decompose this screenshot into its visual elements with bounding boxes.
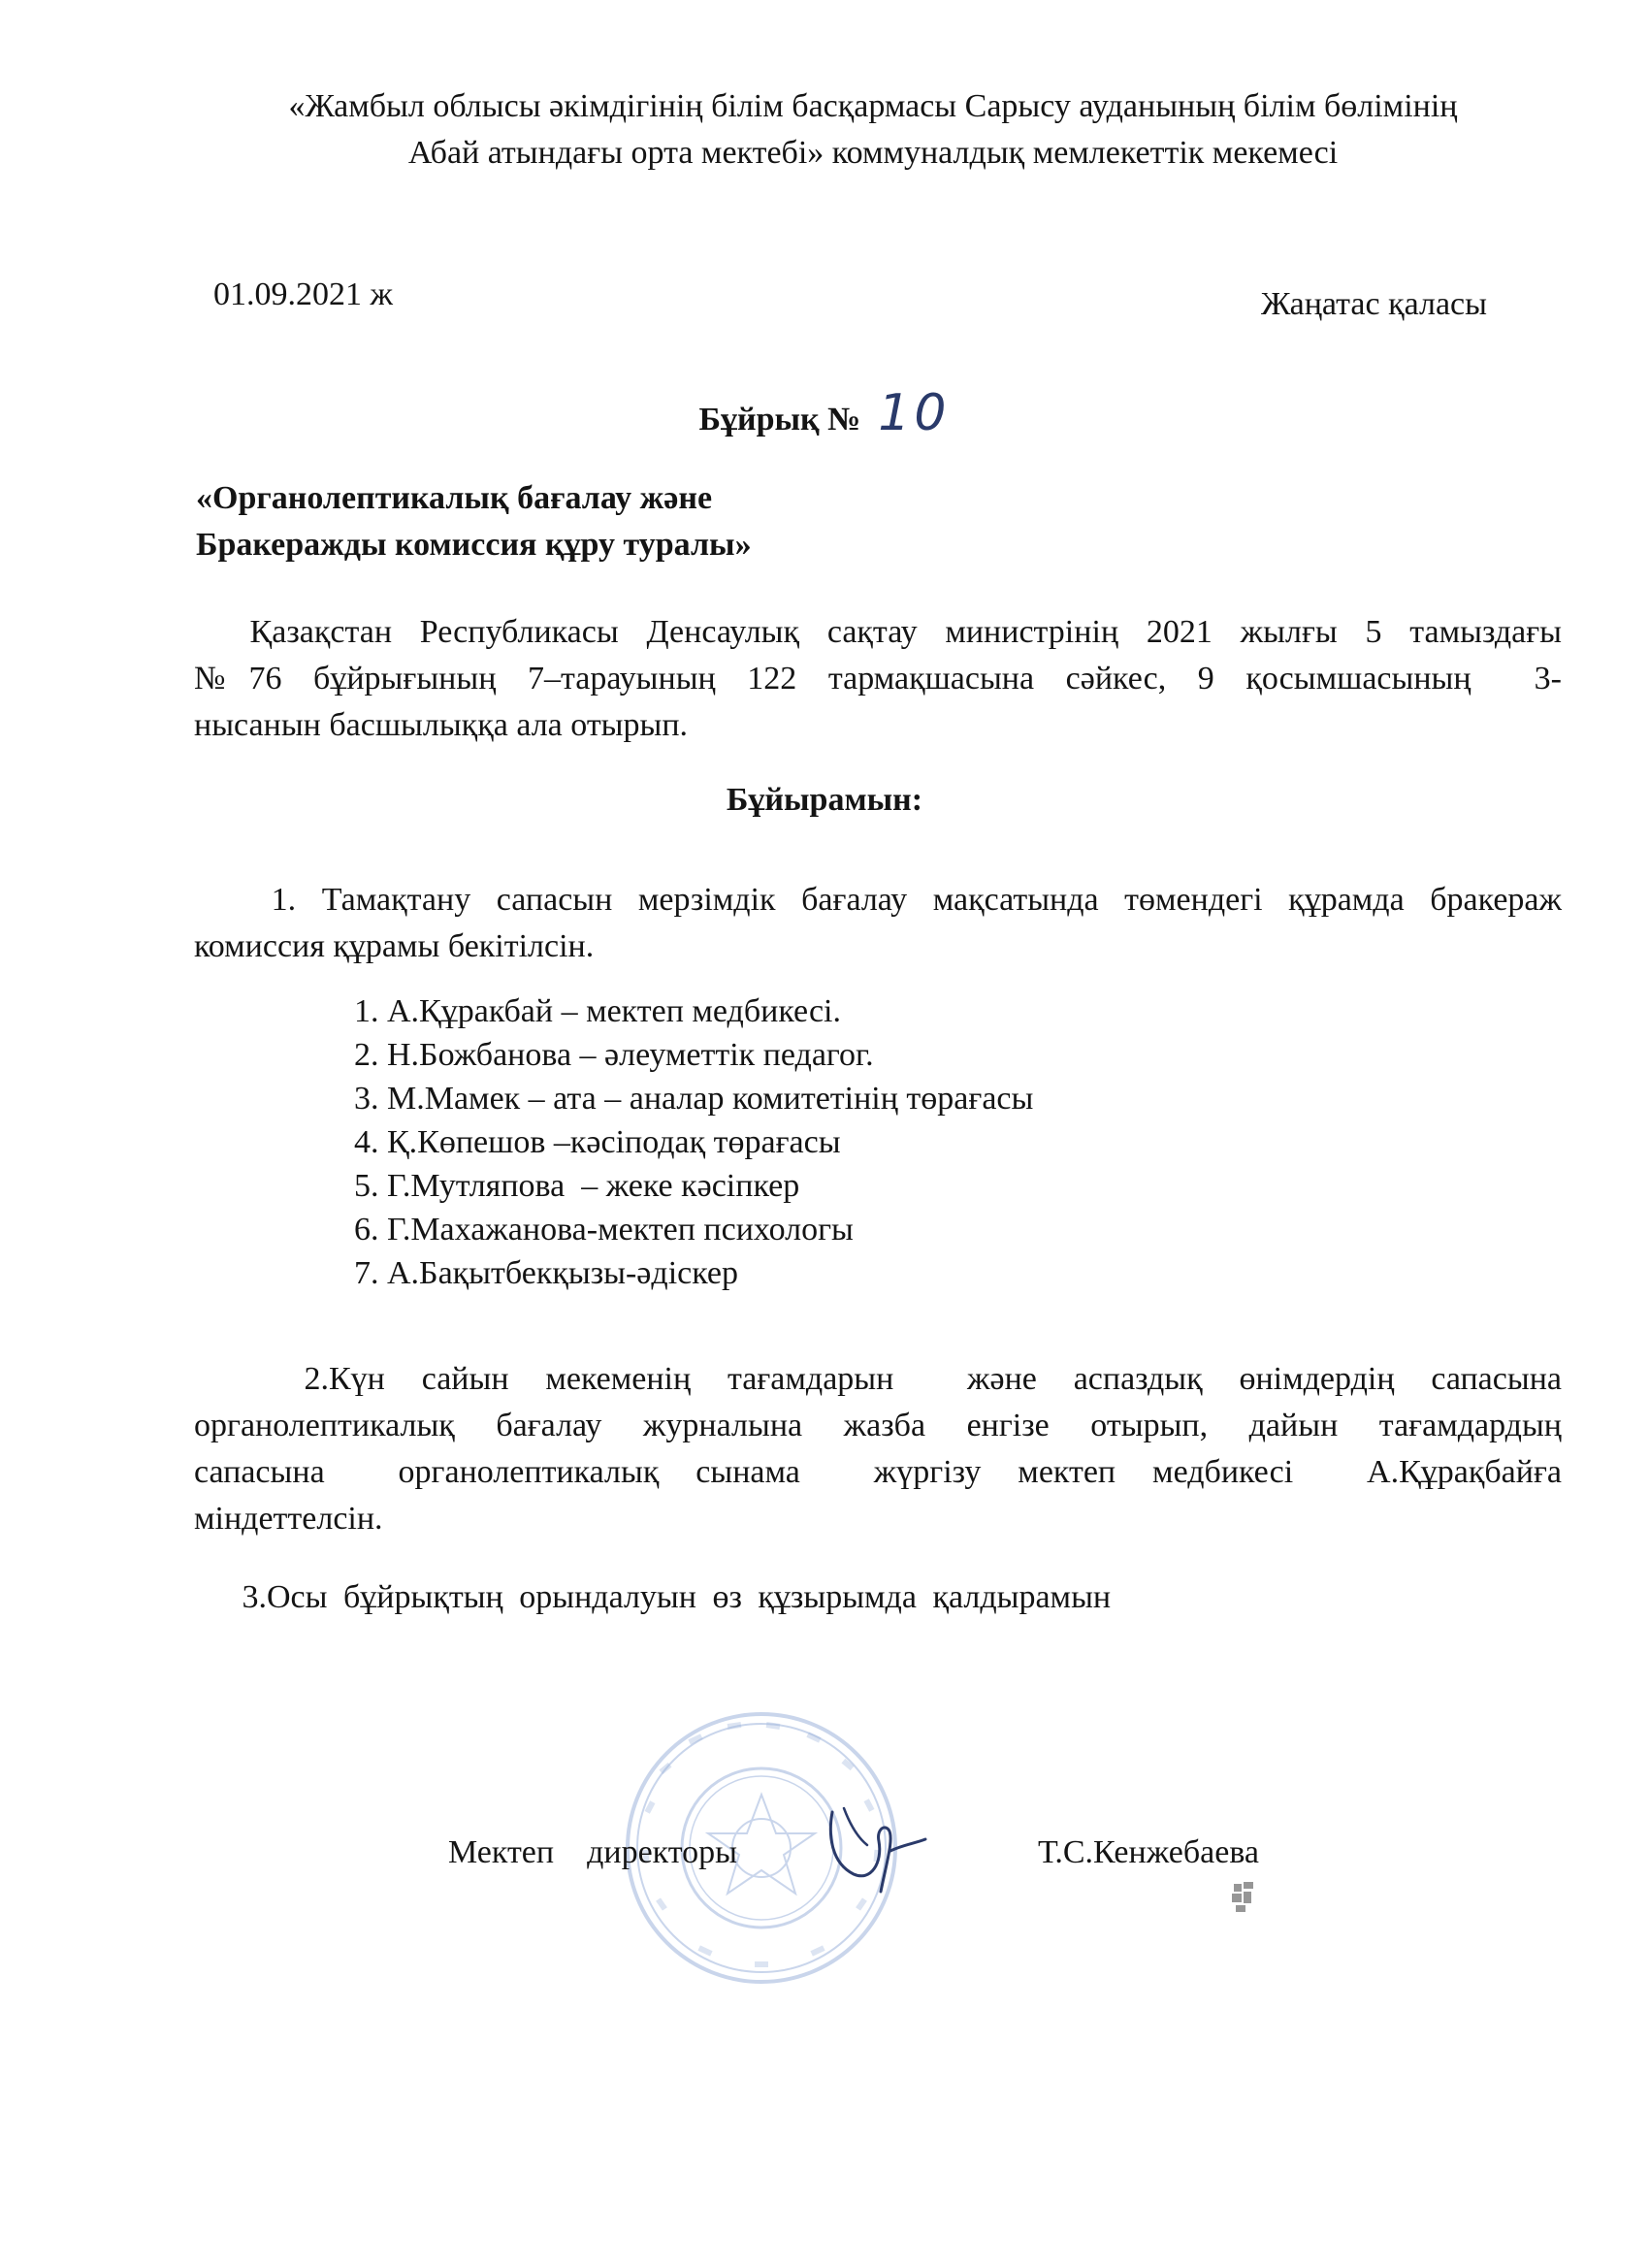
item-2-line: 2.Күн сайын мекеменің тағамдарын және аспаздық өнімдердің сапасына [194,1361,1562,1397]
item-2-line: міндеттелсін. [194,1501,383,1537]
subject-line-1: «Органолептикалық бағалау және [196,480,713,516]
preamble-paragraph [194,609,1562,749]
order-number-handwritten: 10 [878,384,951,442]
item-1-line: 1. Тамақтану сапасын мерзімдік бағалау мақсатында төмендегі құрамда бракераж [194,882,1562,918]
signatory-role: Мектеп директоры [448,1834,737,1870]
signatory-name: Т.С.Кенжебаева [1038,1834,1260,1870]
preamble-line: Қазақстан Республикасы Денсаулық сақтау министрінің 2021 жылғы 5 тамыздағы [194,614,1562,650]
item-2-line: сапасына органолептикалық сынама жүргізу мектеп медбикесі А.Құрақбайға [194,1454,1562,1490]
item-3-paragraph: 3.Осы бұйрықтың орындалуын өз құзырымда қалдырамын [194,1579,1112,1615]
order-city: Жаңатас қаласы [1261,286,1487,322]
item-1-paragraph [194,877,1562,970]
header-line-1: «Жамбыл облысы әкімдігінің білім басқармасы Сарысу ауданының білім бөлімінің [288,88,1458,124]
member-item: 1. А.Құракбай – мектеп медбикесі. [354,993,841,1029]
member-item: 5. Г.Мутляпова – жеке кәсіпкер [354,1168,800,1204]
preamble-line: нысанын басшылыққа ала отырып. [194,707,689,743]
member-item: 7. А.Бақытбекқызы-әдіскер [354,1255,738,1291]
ink-smudge-icon [1230,1882,1259,1913]
item-1-line: комиссия құрамы бекітілсін. [194,928,595,964]
member-item: 3. М.Мамек – ата – аналар комитетінің төрағасы [354,1081,1034,1117]
item-2-paragraph [194,1356,1562,1542]
order-subject [196,475,752,568]
decree-heading: Бұйырамын: [726,782,923,818]
preamble-line: №76 бұйрығының 7–тарауының 122 тармақшасына сәйкес, 9 қосымшасының 3- [194,661,1562,697]
member-item: 2. Н.Божбанова – әлеуметтік педагог. [354,1037,874,1073]
item-2-line: органолептикалық бағалау журналына жазба енгізе отырып, дайын тағамдардың [194,1408,1562,1443]
organization-header [165,83,1581,177]
order-date: 01.09.2021 ж [213,276,393,312]
order-label: Бұйрық № [698,402,861,437]
subject-line-2: Бракеражды комиссия құру туралы» [196,527,752,563]
order-title [0,384,1649,442]
member-item: 6. Г.Махажанова-мектеп психологы [354,1212,854,1247]
handwritten-signature-icon [815,1795,931,1901]
header-line-2: Абай атындағы орта мектебі» коммуналдық мемлекеттік мекемесі [407,135,1339,171]
member-item: 4. Қ.Көпешов –кәсіподақ төрағасы [354,1124,841,1160]
commission-members-list [354,989,1033,1295]
